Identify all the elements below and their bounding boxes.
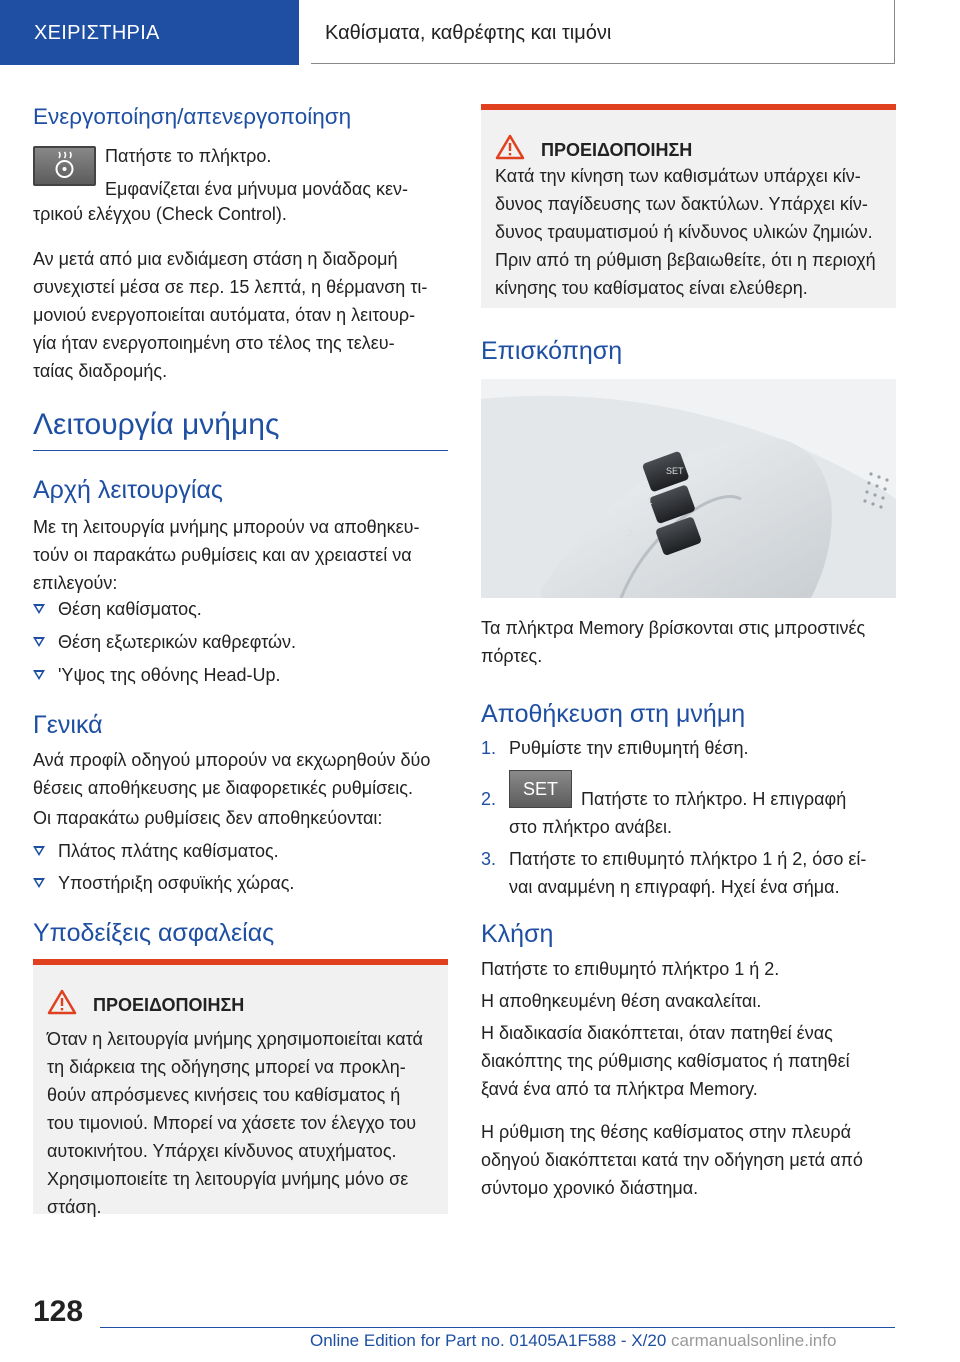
recall-paragraph-3: Η διαδικασία διακόπτεται, όταν πατηθεί ένας διακόπτης της ρύθμισης καθίσματος ή πατηθεί ξανά ένα από τα πλήκτρα Memory. xyxy=(481,1023,850,1099)
section-tab xyxy=(0,0,299,65)
memory-buttons-photo xyxy=(481,379,896,598)
door-panel-illustration xyxy=(481,379,896,598)
warning-triangle-icon xyxy=(495,134,525,160)
steering-heating-button xyxy=(33,146,96,186)
memory-heading: Λειτουργία μνήμης xyxy=(33,408,280,441)
bullet-triangle-icon xyxy=(33,604,45,614)
recall-paragraph-4: Η ρύθμιση της θέσης καθίσματος στην πλευρά οδηγού διακόπτεται κατά την οδήγηση μετά από σύντομο χρονικό διάστημα. xyxy=(481,1122,863,1198)
activation-paragraph: Αν μετά από μια ενδιάμεση στάση η διαδρομή συνεχιστεί μέσα σε περ. 15 λεπτά, η θέρμανση τι- μονιού ενεργοποιείται αυτόματα, όταν η λειτουρ- γία ήταν ενεργοποιημένη στο τέλος της τελευ- ταίας διαδρομής. xyxy=(33,249,428,381)
watermark: carmanualsonline.info xyxy=(671,1331,837,1350)
bullet-triangle-icon xyxy=(33,878,45,888)
bullet-triangle-icon xyxy=(33,670,45,680)
warning-text: Κατά την κίνηση των καθισμάτων υπάρχει κίν- δυνος παγίδευσης των δακτύλων. Υπάρχει κίν- δυνος τραυματισμού ή κίνδυνος υλικών ζημιών. Πριν από τη ρύθμιση βεβαιωθείτε, ότι η περιοχή κίνησης του καθίσματος είναι ελεύθερη. xyxy=(495,166,876,298)
page-number: 128 xyxy=(33,1295,84,1328)
store-heading: Αποθήκευση στη μνήμη xyxy=(481,700,746,728)
general-heading: Γενικά xyxy=(33,711,103,739)
principle-paragraph: Με τη λειτουργία μνήμης μπορούν να αποθηκευ- τούν οι παρακάτω ρυθμίσεις και αν χρειαστεί να επιλεγούν: xyxy=(33,517,420,593)
general-paragraph: Ανά προφίλ οδηγού μπορούν να εκχωρηθούν δύο θέσεις αποθήκευσης με διαφορετικές ρυθμίσεις. xyxy=(33,750,431,798)
warning-box xyxy=(33,959,448,1217)
overview-heading: Επισκόπηση xyxy=(481,337,623,365)
warning-text: Όταν η λειτουργία μνήμης χρησιμοποιείται κατά τη διάρκεια της οδήγησης μπορεί να προκλη- θούν απρόσμενες κινήσεις του καθίσματος ή του τιμονιού. Μπορεί να χάσετε τον έλεγχο του αυτοκινήτου. Υπάρχει κίνδυνος ατυχήματος. Χρησιμοποιείτε τη λειτουργία μνήμης μόνο σε στάση. xyxy=(47,1029,423,1217)
bullet-triangle-icon xyxy=(33,637,45,647)
footer-rule xyxy=(100,1327,895,1328)
principle-heading: Αρχή λειτουργίας xyxy=(33,476,223,504)
chapter-header xyxy=(311,0,895,64)
warning-box xyxy=(481,104,896,308)
warning-triangle-icon xyxy=(47,989,77,1015)
safety-heading: Υποδείξεις ασφαλείας xyxy=(33,919,275,947)
warning-title: ΠΡΟΕΙΔΟΠΟΙΗΣΗ xyxy=(541,140,693,160)
bullet-triangle-icon xyxy=(33,846,45,856)
general-paragraph-2: Οι παρακάτω ρυθμίσεις δεν αποθηκεύονται: xyxy=(33,808,383,828)
set-key-label: SET xyxy=(666,466,684,476)
chapter-title: Καθίσματα, καθρέφτης και τιμόνι xyxy=(325,22,612,44)
heading-rule xyxy=(33,450,448,451)
activation-line-3: τρικού ελέγχου (Check Control). xyxy=(33,204,287,224)
footer-edition: Online Edition for Part no. 01405A1F588 - X/20 carmanualsonline.info xyxy=(310,1331,837,1350)
key-1-label: 1 xyxy=(647,496,653,507)
section-title: ΧΕΙΡΙΣΤΗΡΙΑ xyxy=(34,22,160,44)
recall-paragraph-1: Πατήστε το επιθυμητό πλήκτρο 1 ή 2. xyxy=(481,959,780,979)
activation-heading: Ενεργοποίηση/απενεργοποίηση xyxy=(33,104,352,129)
activation-line-2: Εμφανίζεται ένα μήνυμα μονάδας κεν- xyxy=(105,179,409,199)
warning-title: ΠΡΟΕΙΔΟΠΟΙΗΣΗ xyxy=(93,995,245,1015)
steering-heat-icon xyxy=(35,148,94,184)
recall-heading: Κλήση xyxy=(481,920,554,948)
set-button-image: SET xyxy=(509,770,572,808)
key-2-label: 2 xyxy=(627,528,633,539)
activation-line-1: Πατήστε το πλήκτρο. xyxy=(105,146,272,166)
recall-paragraph-2: Η αποθηκευμένη θέση ανακαλείται. xyxy=(481,991,762,1011)
photo-caption: Τα πλήκτρα Memory βρίσκονται στις μπροστινές πόρτες. xyxy=(481,618,866,666)
